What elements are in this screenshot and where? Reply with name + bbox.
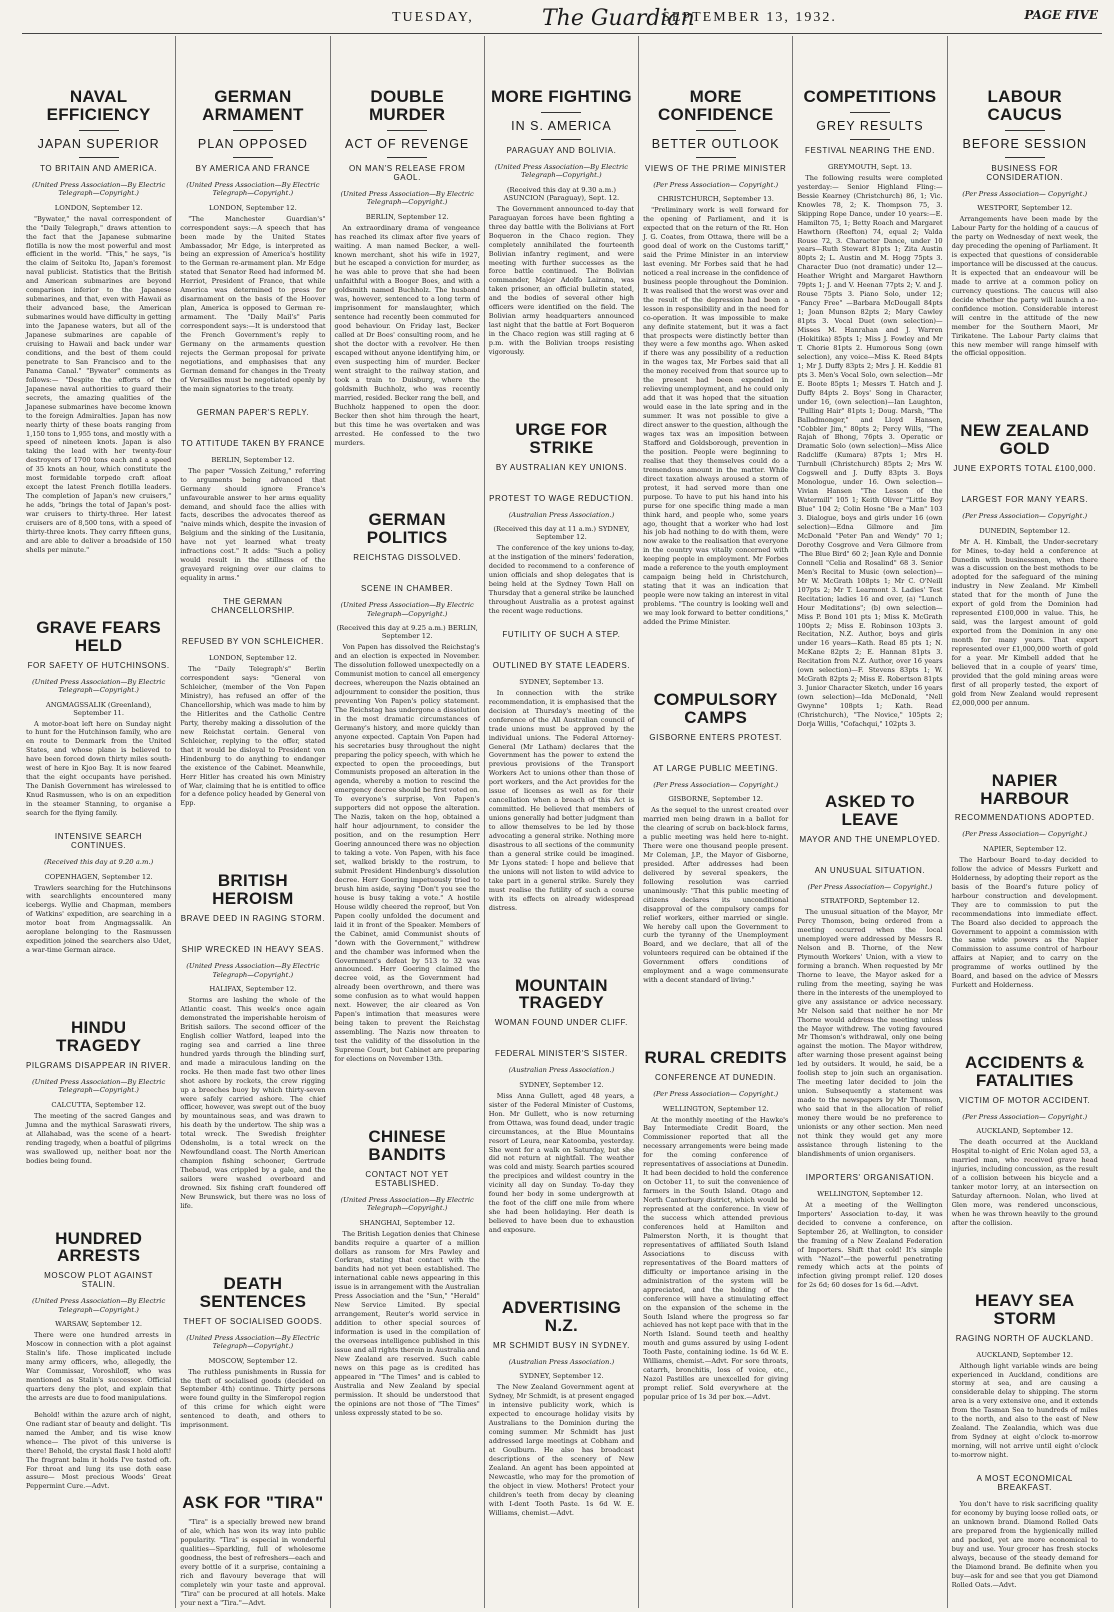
headline: NAVAL EFFICIENCY: [46, 87, 151, 124]
spacer: [489, 357, 634, 365]
story-body: A motor-boat left here on Sunday night to hunt for the Hutchinson family, who are en route to Denmark from the United States, and whose plane is believed to have been forced down thirty miles south-west of here in Kjoo Bay. It is now feared that the eight occupants have perished. The Danish Government has wirelessed to Knud Rasmussen, who is on an expedition in the steamer Stanning, to organise a search for the flying family.: [26, 719, 172, 818]
credit-line: (Received this day at 9.20 a.m.): [44, 858, 154, 867]
credit-line: (United Press Association—By Electric Telegraph—Copyright.): [340, 189, 474, 207]
credit-line: (Per Press Association— Copyright.): [962, 512, 1088, 521]
spacer: [26, 555, 171, 563]
deck: JUNE EXPORTS TOTAL £100,000.: [953, 464, 1097, 474]
headline: BRITISH HEROISM: [212, 871, 294, 909]
dateline: BERLIN, September 12.: [365, 212, 449, 221]
deck: GISBORNE ENTERS PROTEST.: [649, 732, 783, 742]
dateline: DUNEDIN, September 12.: [979, 526, 1071, 535]
deck: RECOMMENDATIONS ADOPTED.: [954, 813, 1095, 823]
divider: [850, 139, 890, 140]
spacer: [335, 1064, 480, 1072]
newspaper-columns: [22, 36, 1102, 1608]
spacer: [489, 1518, 634, 1526]
headline: ADVERTISING N.Z.: [501, 1298, 622, 1335]
dateline: SHANGHAI, September 12.: [359, 1218, 455, 1227]
divider: [233, 130, 273, 131]
credit-line: (Per Press Association— Copyright.): [962, 189, 1088, 198]
spacer: [952, 358, 1098, 366]
story-body: The Harbour Board to-day decided to follow the advice of Messrs Furkett and Holderness, by adopting their report as the basis of the Board's future policy of harbour construction and development. They are to commission to put the recommendations into immediate effect. The Board also decided to approach the Government to appoint a commission with the same wide powers as the Napier Commission to assume control of harbour affairs at Napier, and to carry on the programme of works outlined by the Board, and based on the advice of Messrs Furkett and Holderness.: [951, 855, 1098, 990]
divider: [79, 157, 119, 158]
spacer: [489, 1035, 634, 1043]
spacer: [335, 570, 480, 578]
page-number: PAGE FIVE: [1024, 8, 1098, 22]
spacer: [180, 425, 325, 433]
deck: BUSINESS FOR CONSIDERATION.: [986, 163, 1064, 182]
spacer: [180, 931, 325, 939]
spacer: [180, 583, 325, 591]
column-4: [485, 36, 639, 1608]
divider: [696, 157, 736, 158]
credit-line: (United Press Association—By Electric Telegraph—Copyright.): [494, 162, 629, 180]
credit-line: (United Press Association—By Electric Telegraph—Copyright.): [186, 962, 320, 979]
headline: URGE FOR STRIKE: [515, 420, 608, 457]
subheadline: IN S. AMERICA: [511, 118, 612, 133]
masthead: [22, 4, 1102, 34]
deck: PILGRAMS DISAPPEAR IN RIVER.: [26, 1060, 172, 1070]
deck: AT LARGE PUBLIC MEETING.: [653, 763, 779, 773]
deck: TO ATTITUDE TAKEN BY FRANCE: [181, 438, 325, 448]
credit-line: (Per Press Association— Copyright.): [653, 180, 779, 189]
headline: COMPETITIONS: [803, 87, 937, 106]
headline: MORE CONFIDENCE: [657, 87, 774, 124]
headline: GRAVE FEARS HELD: [36, 617, 162, 655]
story-body: The "Daily Telegraph's" Berlin correspondent says: "General von Schleicher, (member of the Von Papen Ministry), has refused an offer of the Chancellorship, which was made to him by the Hitlerites and the Catholic Centre Party, thereby making a dissolution of the new Reichstat certain. General von Schleicher, replying to the offer, stated that it would be disloyal to President von Hindenburg to do anything to endanger the existence of the Cabinet. Meanwhile, Herr Hitler has created his own Ministry of War, claiming that he is entitled to office for a defence policy headed by General von Epp.: [180, 665, 326, 808]
deck: SCENE IN CHAMBER.: [360, 584, 454, 594]
spacer: [26, 818, 171, 826]
headline: HUNDRED ARRESTS: [55, 1228, 143, 1266]
dateline: BERLIN, September 12.: [211, 455, 295, 464]
dateline: LONDON, September 12.: [54, 203, 143, 212]
dateline: GISBORNE, September 12.: [668, 795, 764, 804]
dateline: MOSCOW, September 12.: [208, 1356, 298, 1365]
spacer: [489, 1235, 634, 1243]
dateline: LONDON, September 12.: [209, 203, 297, 212]
dateline: CHRISTCHURCH, September 13.: [657, 195, 774, 204]
headline: GERMAN POLITICS: [366, 510, 448, 548]
story-body: Behold! within the azure arch of night, One radiant star of beauty and delight. 'Tis named the Amber, and tis wise know whence— The pivot of this universe is there! Behold, the crystal flask I hold aloft! The fragrant balm it holds I've tasted oft. For throat and lung its use doth ease assure— Most precious Woods' Great Peppermint Cure.—Advt.: [26, 1410, 172, 1491]
spacer: [797, 1290, 942, 1298]
spacer: [489, 647, 634, 655]
divider: [233, 157, 273, 158]
column-2: [176, 36, 330, 1608]
subheadline: PLAN OPPOSED: [197, 136, 308, 151]
story-body: "Preliminary work is well forward for the opening of Parliament, and it is expected that on the return of the Rt. Hon J. G. Coates, from Ottawa, there will be a good deal of work on the Customs tariff," said the Prime Minister in an interview last evening. Mr Forbes said that he had noticed a real increase in the confidence of business people throughout the Dominion. It was realised that the worst was over and the result of the depression had been a lesson in responsibility and in the need for co-operation. It was impossible to make any definite statement, but it was a fact that prospects were distinctly better than they were a few months ago. When asked if there was any possibility of a reduction in the wages tax, Mr Forbes said that all the money received from that source up to the present had been expended in relieving unemployment, and he could only add that it was hoped that the situation would ease in the late spring and in the summer. It was not possible to give a direct answer to the question, although the wages tax was an imposition between Stafford and Goldsborough, prevention in the position. People were beginning to realise that they themselves could do a tremendous amount in the matter. While direct taxation always aroused a storm of protest, it had served more than one purpose. To have to put his hand into his purse for one specific thing made a man think hard, and people who, some years ago, thought that a worker who had lost his job had nothing to do with them, were now awake to the realisation that everyone in the country was vitally concerned with keeping people in employment. Mr Forbes made a reference to the youth employment campaign being held in Christchurch, stating that it was an indication that people were now taking an interest in vital problems. "The country is looking well and we may look forward to better conditions," added the Prime Minister.: [643, 206, 789, 627]
spacer: [952, 1460, 1098, 1468]
deck: TO BRITAIN AND AMERICA.: [40, 163, 158, 173]
story-body: The death occurred at the Auckland Hospital to-night of Eric Nolan aged 53, a married man, who received grave head injuries, including concussion, as the result of a collision between his bicycle and a tanker motor lorry, at an intersection on Saturday afternoon. Nolan, who lived at Glen more, was rendered unconscious, when he was thrown heavily to the ground after the collision.: [951, 1138, 1098, 1227]
story-body: Trawlers searching for the Hutchinsons with searchlights encountered many icebergs. Wyllie and Chapman, members of Watkins' expedition, are searching in a motor boat from Angmagssalik. An aeroplane belonging to the Rasmussen expedition joined the searchers also Udet, a war-time German airace.: [26, 883, 172, 955]
deck: MOSCOW PLOT AGAINST STALIN.: [44, 1271, 154, 1290]
spacer: [489, 913, 634, 921]
deck: REFUSED BY VON SCHLEICHER.: [181, 637, 324, 647]
headline: MORE FIGHTING: [491, 87, 632, 106]
deck: BY AUSTRALIAN KEY UNIONS.: [495, 462, 628, 472]
story-body: The conference of the key unions to-day, at the instigation of the miners' federation, decided to recommend to a conference of union officials and shop delegates that is being held at the Sydney Town Hall on Thursday that a general strike be launched throughout Australia as a protest against the recent wage reductions.: [488, 544, 635, 615]
divider: [850, 112, 890, 113]
deck: GERMAN PAPER'S REPLY.: [196, 407, 310, 417]
credit-line: (United Press Association—By Electric Telegraph—Copyright.): [186, 1333, 320, 1351]
deck: FUTILITY OF SUCH A STEP.: [502, 629, 621, 639]
spacer: [643, 750, 788, 758]
spacer: [489, 616, 634, 624]
dateline: STRATFORD, September 12.: [820, 897, 920, 906]
story-body: The ruthless punishments in Russia for the theft of socialised goods (decided on September 4th) continue. Thirty persons were found guilty in the Simferopol region of this crime for which eight were sentenced to death, and others to imprisonment.: [180, 1367, 326, 1430]
spacer: [180, 808, 325, 816]
dateline: WELLINGTON, September 12.: [817, 1189, 923, 1198]
dateline: COPENHAGEN, September 12.: [44, 872, 153, 881]
dateline: LONDON, September 12.: [209, 654, 297, 663]
story-body: Von Papen has dissolved the Reichstag's and an election is expected in November. The dissolution followed unexpectedly on a Communist motion to cancel all emergency decrees, whereupon the Nazis obtained an adjournment to consider the position, thus preventing Von Papen's policy statement. The Reichstag has undergone a dissolution in the most dramatic circumstances of Germany's history, and more quickly than anyone expected. Captain Von Papen had his secretaries busy throughout the night preparing the policy speech, with which he expected to open the proceedings, but Communists proposed an alteration in the agenda, whereby a motion to rescind the emergency decree should be first voted on. To everyone's surprise, Von Papen's supporters did not oppose the alteration. The Nazis, taken on the hop, obtained a half hour adjournment, to consider the position, and on the resumption Herr Goering announced there was no objection to taking a vote. Von Papen, with his face set, walked briskly to the rostrum, to submit President Hindenburg's dissolution decree. Herr Goering impetuously tried to brush him aside, saying "Don't you see the house is busy taking a vote." A hostile House wildly cheered the reproof, but Von Papen coolly unfolded the document and laid it in front of the Speaker. Members of the Cabinet, amid Communist shouts of "down with the Government," withdrew and the chamber was informed when the Government's defeat by 513 to 32 was announced. Herr Goering claimed the decree void, as the Government had already been overthrown, and there was some confusion as to what would happen next. However, the air cleared as Von Papen's intimation that measures were being taken to prevent the Reichstag assembling. The Nazis now threaten to test the validity of the dissolution in the Supreme Court, but Cabinet are preparing for elections on November 13th.: [334, 643, 480, 1063]
spacer: [26, 1491, 171, 1499]
dateline: AUCKLAND, September 12.: [976, 1127, 1074, 1136]
divider: [1005, 157, 1045, 158]
dateline: GREYMOUTH, Sept. 13.: [827, 162, 912, 171]
credit-line: (United Press Association—By Electric Telegraph—Copyright.): [340, 601, 474, 618]
column-1: [22, 36, 176, 1608]
deck: CONTACT NOT YET ESTABLISHED.: [365, 1169, 449, 1188]
deck: BRAVE DEED IN RAGING STORM.: [180, 914, 326, 924]
credit-line: (United Press Association—By Electric Telegraph—Copyright.): [31, 677, 166, 695]
spacer: [952, 481, 1098, 489]
story-body: The New Zealand Government agent at Sydney, Mr Schmidt, is at present engaged in intensive publicity work, which is expected to encourage holiday visits by Australians to the Dominion during the coming summer. Mr Schmidt has just addressed large meetings at Cobham and at Goulburn. He also has broadcast descriptions of the scenery of New Zealand. An agent has been appointed at Newcastle, who may for the promotion of the object in view. Mothers! Protect your children's teeth from decay by cleaning with I-dent Tooth Paste. 1s 6d W. E. Williams, chemist.—Advt.: [488, 1383, 635, 1517]
spacer: [797, 729, 942, 737]
divider: [541, 112, 581, 113]
dateline: (Received this day at 9.25 a.m.) BERLIN, September 12.: [336, 624, 478, 641]
divider: [387, 130, 427, 131]
headline: ACCIDENTS & FATALITIES: [964, 1053, 1085, 1091]
story-body: An extraordinary drama of vengeance has reached its climax after five years of waiting. A man named Becker, a well-known merchant, shot his wife in 1927, but he escaped a conviction for murder, as he was able to prove that she had been unfaithful with a Booger Boes, and with a goldsmith named Buchholz. The husband was, however, sentenced to a long term of imprisonment for manslaughter, which sentence had recently been commuted for good behaviour. On Friday last, Becker called at Dr Boes' consulting room, and he shot the doctor with a revolver. He then escaped without anyone identifying him, or even suspecting him of murder. Becker went straight to the railway station, and took a train to Duisburg, where the goldsmith Buchholz, who was recently married, resided. Becker rang the bell, and Buchholz happened to open the door. Becker then shot him through the heart, but this time he was overtaken and was arrested. He confessed to the two murders.: [334, 223, 480, 447]
deck: AN UNUSUAL SITUATION.: [814, 865, 926, 875]
headline: MOUNTAIN TRAGEDY: [515, 975, 608, 1013]
dateline: (Received this day at 11 a.m.) SYDNEY, September 12.: [493, 525, 630, 542]
deck: PROTEST TO WAGE REDUCTION.: [489, 493, 634, 503]
headline: NAPIER HARBOUR: [980, 770, 1070, 808]
headline: RURAL CREDITS: [644, 1048, 787, 1068]
credit-line: (United Press Association—By Electric Telegraph—Copyright.): [31, 1077, 166, 1095]
story-body: In connection with the strike recommendation, it is emphasised that the decision at Thursday's meeting of the conference of the All Australian council of trade unions must be approved by the individual unions. The Federal Attorney-General (Mr Latham) declares that the Government has the power to extend the previous provisions of the Transport Workers Act to unions other than those of port workers, and the Act provides for the issue of licenses as well as for their cancellation when a breach of this Act is committed. He believed that members of unions generally had better judgment than to allow themselves to be led by those advocating a general strike. Nothing more disastrous to all sections of the community than a general strike could be imagined. Mr Lyons stated: I hope and believe that the unions will not listen to wild advice to take part in a general strike. Surely they must realise the futility of such a course with its effects on already widespread distress.: [488, 688, 635, 912]
subheadline: GREY RESULTS: [816, 118, 924, 133]
headline: HEAVY SEA STORM: [975, 1290, 1075, 1328]
column-6: [793, 36, 947, 1608]
divider: [79, 130, 119, 131]
dateline: WELLINGTON, September 12.: [662, 1104, 769, 1113]
story-body: "Bywater," the naval correspondent of the "Daily Telegraph," draws attention to the fact that the Japanese submarine flotilla is now the most powerful and most efficient in the world. "This," he says, "is the claim of Seitoku Ito, Japan's foremost naval publicist. Statistics that the British and American submarines are beyond comparison inferior to the Japanese submarines, and that, even with Hawaii as their advanced base, the American submarines would have difficulty in getting into the Japanese waters, but all of the Japanese submarines are capable of cruising to Hawaii and back under war conditions, and the best of them could penetrate to San Francisco and to the Panama Canal." "Bywater" comments as follows:— "Despite the efforts of the Japanese naval authorities to guard their secrets, the amazing qualities of the Japanese submarines have become known to the foreign Admiralties. Japan has now nearly thirty of these boats ranging from 1,150 tons to 1,955 tons, and mostly with a speed of nineteen knots. Japan is also taking the lead with her twenty-four destroyers of 1700 tons each and a speed of 35 knots an hour, which constitute the most formidable torpedo craft afloat except the latest French flotilla leaders. The completion of Japan's new cruisers," he adds, "brings the total of Japan's post-war cruisers to thirty-three. Her latest cruisers are of 8,500 tons, with a speed of thirty-three knots. They carry fifteen guns, and are able to deliver a broadside of 150 shells per minute.": [26, 214, 172, 554]
dateline: ANGMAGSSALIK (Greenland), September 11.: [45, 700, 152, 717]
dateline: SYDNEY, September 13.: [519, 677, 604, 686]
spacer: [26, 955, 171, 963]
credit-line: (United Press Association—By Electric Telegraph—Copyright.): [31, 1297, 166, 1314]
divider: [1005, 130, 1045, 131]
spacer: [489, 480, 634, 488]
story-body: As the sequel to the unrest created over married men being drawn in a ballot for the clearing of scrub on back-block farms, a public meeting was held here to-night. There were one thousand people present. Mr Coleman, J.P., the Mayor of Gisborne, presided. After addresses had been delivered by several speakers, the following resolution was carried unanimously: "That this public meeting of citizens declares its unconditional disapproval of the compulsory camps for relief workers, either married or single. We hereby call upon the Government to curb the tyranny of the Unemployment Board, and we declare, that all of the volunteers required can be obtained if the Government offers conditions of employment and a wage commensurate with a decent standard of living.": [643, 806, 789, 985]
deck: ON MAN'S RELEASE FROM GAOL.: [348, 163, 466, 182]
subheadline: BEFORE SESSION: [962, 136, 1087, 151]
spacer: [180, 1211, 325, 1219]
credit-line: (Per Press Association— Copyright.): [962, 1112, 1088, 1121]
story-body: The meeting of the sacred Ganges and Jumna and the mythical Saraswati rivers, at Allahabad, was the scene of a heart-rending tragedy, when a boatful of pilgrims was swallowed up, neither boat nor the bodies being found.: [26, 1111, 172, 1165]
spacer: [335, 447, 480, 455]
deck: MR SCHMIDT BUSY IN SYDNEY.: [492, 1340, 630, 1350]
subheadline: ACT OF REVENGE: [345, 136, 470, 151]
spacer: [180, 1430, 325, 1438]
credit-line: (Australian Press Association.): [508, 510, 615, 519]
masthead-date: SEPTEMBER 13, 1932.: [662, 10, 837, 25]
divider: [387, 157, 427, 158]
deck: INTENSIVE SEARCH CONTINUES.: [54, 832, 143, 851]
deck: THEFT OF SOCIALISED GOODS.: [183, 1316, 323, 1326]
deck: LARGEST FOR MANY YEARS.: [961, 495, 1089, 505]
subheadline: JAPAN SUPERIOR: [37, 136, 160, 151]
deck: FOR SAFETY OF HUTCHINSONS.: [27, 660, 170, 670]
headline: DOUBLE MURDER: [368, 87, 446, 124]
story-body: Storms are lashing the whole of the Atlantic coast. This week's once again demonstrated the imperishable heroism of British sailors. The second officer of the English collier Watford, leaped into the raging sea and carried a line three hundred yards through the blinding surf, and made a miraculous landing on the rocks. He then made fast two other lines shot ashore by rockets, the crew rigging up a breeches buoy by which thirty-seven were safely carried ashore. The chief officer, however, was swept out of the buoy by mountainous seas, and was drawn to his death by the undertow. The ship was a total wreck. The Swedish freighter Odensholm, is a total wreck on the Newfoundland coast. The North American champion fishing schooner, Gertrude Thebaud, was crippled by a gale, and the sailors were washed overboard and drowned. Six fishing craft foundered off New Brunswick, but there was no loss of life.: [180, 996, 326, 1210]
deck: WOMAN FOUND UNDER CLIFF.: [494, 1018, 628, 1028]
deck: FEDERAL MINISTER'S SISTER.: [495, 1049, 628, 1059]
spacer: [26, 1166, 171, 1174]
credit-line: (United Press Association—By Electric Telegraph—Copyright.): [31, 180, 166, 198]
story-body: Arrangements have been made by the Labour Party for the holding of a caucus of the party on Wednesday of next week, the day preceding the opening of Parliament. It is expected that questions of considerable importance will be discussed at the caucus. It is expected that an endeavour will be made to arrive at a common policy on currency questions. The caucus will also decide whether the party will launch a no-confidence motion. Considerable interest will centre in the attitude of the new member for the Southern Maori, Mr Tirikatene. The Labour Party claims that this new member will range himself with the official opposition.: [951, 215, 1098, 358]
deck: FESTIVAL NEARING THE END.: [804, 145, 935, 155]
story-body: There were one hundred arrests in Moscow in connection with a plot against Stalin's life. Those implicated include many army officers, who, allegedly, the War Commissar, Voroshiloff, who was mentioned as Stalin's successor. Official quarters deny the plot, and explain that the arrests are due to food manipulations.: [26, 1331, 172, 1402]
headline: COMPULSORY CAMPS: [653, 689, 778, 727]
story-body: The unusual situation of the Mayor, Mr Percy Thomson, being ordered from a meeting occurred when the local unemployed were addressed by Messrs R. Nelson and B. Thorne, of the New Plymouth Workers' Union, with a view to forming a branch. When requested by Mr Thorne to leave, the Mayor asked for a ruling from the meeting, saying he was there in the interests of the unemployed to give any assistance or advice necessary. Mr Nelson said that neither he nor Mr Thorne would address the meeting unless the Mayor withdrew. The voting favoured Mr Thomson's withdrawal, only one being against the motion. The Mayor withdrew, after warning those present against being led by outsiders. It would, he said, be a foolish step to join such an organisation. The meeting later decided to join the union. Subsequently a statement was made to the newspapers by Mr Thomson, who said that in the allocation of relief money there would be no preference to unionists or any other section. Men need not think they would get any more assistance through listening to the blandishments of union organisers.: [797, 908, 943, 1158]
story-body: At a meeting of the Wellington Importers' Association to-day, it was decided to convene a conference, on September 26, at Wellington, to consider the framing of a New Zealand Federation of Importers. Shift that cold! It's simple with "Nazol"—the powerful penetrating remedy which acts at the points of infection giving prompt relief. 120 doses for 2s 6d; 60 doses for 1s 6d.—Advt.: [797, 1200, 943, 1290]
masthead-day: TUESDAY,: [392, 10, 474, 25]
deck: A MOST ECONOMICAL BREAKFAST.: [976, 1474, 1073, 1493]
headline: LABOUR CAUCUS: [987, 87, 1062, 124]
story-body: Mr A. H. Kimball, the Under-secretary for Mines, to-day held a conference at Dunedin with businessmen, when there was a discussion on the best methods to be adopted for the safeguard of the mining industry in New Zealand. Mr Kimbell stated that for the month of June the export of gold from the Dominion had represented £100,000 in value. This, he said, was the largest amount of gold exported from the Dominion in any one month for many years. That export represented over £1,000,000 worth of gold for a year. Mr Kimbell added that he believed that in a couple of years' time, provided that the gold mining areas were first of all properly tested, the export of gold from New Zealand would represent £2,000,000 per annum.: [951, 537, 1098, 707]
spacer: [797, 1159, 942, 1167]
spacer: [952, 1228, 1098, 1236]
story-body: "Tira" is a specially brewed new brand of ale, which has won its way into public popularity. "Tira" is especial in wonderful qualities—Sparkling, full of wholesome goodness, the best of refreshers—each and every bottle of it a surprise, containing a rich and flavoury beverage that will completely win your taste and approval. "Tira" can be procured at all hotels. Make your next a "Tira."—Advt.: [180, 1518, 326, 1607]
story-body: "The Manchester Guardian's" correspondent says:—A speech that has been made by the United States Ambassador, Mr Edge, is interpreted as being an expression of America's hostility to the German re-armament plan. Mr Edge stated that Senator Reed had informed M. Herriot, President of France, that while America was determined to press for disarmament on the basis of the Hoover plan, America is opposed to German re-armament. The "Daily Mail's" Paris correspondent says:—It is understood that the French Government's reply to Germany on the armaments question rejects the German proposal for private negotiations, and emphasises that any German demand for changes in the Treaty of Versailles must be negotiated openly by the main signatories to the treaty.: [180, 214, 326, 393]
column-3: [331, 36, 485, 1608]
divider: [696, 130, 736, 131]
divider: [541, 139, 581, 140]
dateline: AUCKLAND, September 12.: [976, 1350, 1074, 1359]
deck: MAYOR AND THE UNEMPLOYED.: [799, 834, 941, 844]
dateline: SYDNEY, September 12.: [519, 1080, 604, 1089]
dateline: SYDNEY, September 12.: [519, 1372, 604, 1381]
story-body: Although light variable winds are being experienced in Auckland, conditions are stormy at sea, and are causing a considerable delay to shipping. The storm area is a very extensive one, and it extends from the Tasman Sea to hundreds of miles to the north, and also to the east of New Zealand. The Zealandia, which was due from Sydney at eight o'clock to-morrow morning, will not arrive until eight o'clock to-morrow night.: [951, 1361, 1098, 1460]
story-body: At the monthly meeting of the Hawke's Bay Intermediate Credit Board, the Commissioner reported that all the necessary arrangements were being made for the coming conference of representatives of associations at Dunedin. It had been decided to hold the conference on October 11, to suit the convenience of farmers in the South Island. Otago and North Canterbury district, which would be represented at the conference. In view of the success which attended previous conferences held at Hamilton and Palmerston North, it is thought that representatives of affiliated South Island Associations to discuss with representatives of the Board matters of difficulty or importance arising in the administration of the system will be appreciated, and the holding of the conference will have a stimulating effect on the expansion of the scheme in the South Island where the progress so far achieved has not kept pace with that in the North Island. Sound teeth and healthy mouth and gums assured by using I-odent Tooth Paste, containing iodine. 1s 6d W. E. Williams, chemist.—Advt. For sore throats, catarrh, bronchitis, loss of voice, etc., Nazol Pastilles are unexcelled for giving prompt relief. Sold everywhere at the popular price of 1s 3d per box.—Advt.: [643, 1115, 789, 1402]
spacer: [952, 1590, 1098, 1598]
story-body: Miss Anna Gullett, aged 48 years, a sister of the Federal Minister of Customs, Hon. Mr Gullett, who is now returning from Ottawa, was found dead, under tragic circumstances, at the Blue Mountains resort of Leura, near Katoomba, yesterday. She went for a walk on Saturday, but she did not return at nightfall. The weather was cold and misty. Search parties scoured the precipices and wildest country in the vicinity all day on Sunday. To-day they found her body in some undergrowth at the foot of the cliff one mile from where she had been holidaying. Her death is believed to have been due to exhaustion and exposure.: [488, 1091, 635, 1235]
headline: NEW ZEALAND GOLD: [960, 421, 1090, 459]
column-5: [639, 36, 793, 1608]
subheadline: BETTER OUTLOOK: [651, 136, 780, 151]
story-body: The British Legation denies that Chinese bandits require a quarter of a million dollars as ransom for Mrs Pawley and Corkran, stating that contact with the bandits had not yet been established. The international cable news appearing in this issue is in arrangement with the Australian Press Association and the "Sun," "Herald" New Service Limited. By special arrangement, Reuter's world service in addition to other special sources of information is used in the compilation of the overseas intelligence published in this issue and all rights therein in Australia and New Zealand are reserved. Such cable news on this page as is credited has appeared in "The Times" and is cabled to Australia and New Zealand by special permission. It should be understood that the opinions are not those of "The Times" unless expressly stated to be so.: [334, 1229, 480, 1417]
masthead-title: The Guardian: [542, 6, 695, 31]
story-body: You don't have to risk sacrificing quality for economy by buying loose rolled oats, or an unknown brand. Diamond Rolled Oats are prepared from the hygienically milled and packed, yet are more economical to buy and use. Your grocer has fresh stocks always, because of the steady demand for the Diamond brand. Be definite when you buy—ask for and see that you get Diamond Rolled Oats.—Advt.: [951, 1500, 1098, 1589]
headline: DEATH SENTENCES: [199, 1273, 307, 1311]
spacer: [797, 852, 942, 860]
deck: REICHSTAG DISSOLVED.: [353, 553, 462, 563]
headline: HINDU TRAGEDY: [56, 1018, 142, 1055]
headline: CHINESE BANDITS: [368, 1126, 446, 1164]
dateline: HALIFAX, September 12.: [209, 985, 297, 994]
credit-line: (Australian Press Association.): [508, 1357, 615, 1366]
spacer: [643, 1402, 788, 1410]
deck: PARAGUAY AND BOLIVIA.: [506, 145, 617, 155]
credit-line: (Per Press Association— Copyright.): [962, 830, 1088, 839]
dateline: NAPIER, September 12.: [983, 844, 1067, 853]
credit-line: (Australian Press Association.): [508, 1066, 615, 1075]
deck: BY AMERICA AND FRANCE: [195, 163, 311, 173]
deck: IMPORTERS' ORGANISATION.: [805, 1172, 935, 1182]
spacer: [643, 627, 788, 635]
deck: THE GERMAN CHANCELLORSHIP.: [211, 597, 295, 616]
deck: CONFERENCE AT DUNEDIN.: [655, 1073, 777, 1083]
deck: SHIP WRECKED IN HEAVY SEAS.: [181, 945, 325, 955]
spacer: [643, 985, 788, 993]
credit-line: (United Press Association—By Electric Telegraph—Copyright.): [186, 180, 320, 198]
story-body: The following results were completed yesterday:— Senior Highland Fling:—Bessie Kearney (Christchurch) 86, 1; Vic. Knowles 78, 2; K. Thompson 75, 3. Skipping Rope Dance, under 10 years:—E. Hamilton 75, 1; Betty Roach and Margaret Hawthorn (Reefton) 74, equal 2; Valda Rouse 72, 3. Character Dance, under 10 years—Ruth Stewart 81pts 1; Zita Austin 80pts 2; L. Austin and M. Hogg 75pts 3. Character Duo (not dramatic) under 12—Heather Wright and Margaret Hawthorn 79pts 1; J. and V. Heenan 77pts 2; V. and J. Rouse 75pts 3. Piano Solo, under 12; "Fancy Free" —Barbara McDougall 84pts 1; Joan Munson 82pts 2; Mary Cawley 81pts 3. Vocal Duet (own selection)—Misses M. Hanrahan and J. Warren (Hokitika) 85pts 1; Miss J. Fowley and Mr T. Chorie 81pts 2. Humorous Song (own selection), any voice—Miss K. Reed 84pts 1; Mr J. Duffy 83pts 2; Mrs J. H. Keddie 81 pts 3. Men's Vocal Solo, own selection—Mr E. Boote 85pts 1; Messrs T. Hatch and J. Duffy 84pts 2. Boys' Song in Character, under 16, (own selection)—Ian Laughton, "Pulling Hair" 81pts 1; Doug. Marsh, "The Balladmonger," and Lloyd Hansen, "Cobbler Jim," 80pts 2; Percy Wills, "The Rajah of Bhong, 76pts 3. Operatic or Dramatic Solo (own selection)—Miss Alice Radcliffe (Kumara) 87pts 1; Mrs H. Turnbull (Christchurch) 85pts 2; Mrs W. Cogswell and J. Duffy 83pts 3. Boys Monologue, under 16. Own selection—Vivian Hansen "The Lesson of the Watermill" 105 1; Keith Oliver "Little Boy Blue" 104 2; Colin Hosne "Be a Man" 103 3. Dialogue, boys and girls under 16 (own selection)—Edna Gilmore and Jim McDonald "Peter Pan and Wendy" 70 1; Dorothy Cosgrove and Vera Gilmore from "The Blue Bird" 60 2; Jean Kyle and Donnie Connell "Celia and Rosalind" 68 3. Senior Men's Recital to Music (own selection)—Mr W. McGrath 108pts 1; Mr C. O'Neill 107pts 2; Mr T. Learmont 3. Ladies' Test Recitation; ladies 16 and over, (a) "Lunch Hour Meditations"; (b) own selection—Miss P. Bond 101 pts 1; Miss K. McGrath 100pts 2; Miss E. Robinson 103pts 3. Recitation, N.Z. Author, boys and girls under 16 years—Kath. Read 85 pts 1; N. McKane 82pts 2; E. Hannan 81pts 3. Recitation from N.Z. Author, over 16 years (own selection)—F. Stevens 83pts 1; W. McGrath 82pts 2; Miss E. Robertson 81pts 3. Junior Character Sketch, under 16 years (own selection)—Ida McDonald, "Nell Gwynne" 108pts 1; Kath. Read (Christchurch), "The Novice," 105pts 2; Dorja Willis, "Cofachqui," 102pts 3.: [797, 173, 943, 728]
deck: VIEWS OF THE PRIME MINISTER: [644, 163, 787, 173]
spacer: [952, 708, 1098, 716]
dateline: CALCUTTA, September 12.: [51, 1100, 146, 1109]
spacer: [952, 990, 1098, 998]
headline: ASK FOR "TIRA": [182, 1493, 324, 1513]
credit-line: (Per Press Association— Copyright.): [653, 780, 779, 789]
spacer: [180, 623, 325, 631]
deck: VICTIM OF MOTOR ACCIDENT.: [959, 1095, 1091, 1105]
dateline: WESTPORT, September 12.: [977, 204, 1073, 213]
credit-line: (United Press Association—By Electric Telegraph—Copyright.): [340, 1195, 474, 1213]
spacer: [26, 1403, 171, 1411]
story-body: The paper "Vossich Zeitung," referring to arguments being advanced that Germany should ignore France's unfavourable answer to her arms equality demand, and should face the allies with facts, describes the advocates thereof as "naive minds which, despite the invasion of Belgium and the sinking of the Lusitania, have not yet learned what treaty infractions cost." It adds: "Such a policy would result in the stillness of the graveyard reigning over our claims to equality in arms.": [180, 466, 326, 583]
headline: ASKED TO LEAVE: [824, 791, 915, 829]
deck: OUTLINED BY STATE LEADERS.: [492, 660, 631, 670]
spacer: [180, 394, 325, 402]
spacer: [335, 1418, 480, 1426]
credit-line: (Per Press Association— Copyright.): [807, 882, 933, 891]
story-body: The Government announced to-day that Paraguayan forces have been fighting a three day battle with the Bolivians at Fort Boqueron in the Chaco region. They completely annihilated the fourteenth Bolivian infantry regiment, and were meeting with further successes as the force battle continued. The Bolivian commander, Major Adolfo Lairana, was taken prisoner, an official bulletin stated, and the bodies of several other high officers were identified on the field. The Bolivian army headquarters announced last night that the battle at Fort Boqueron in the Chaco region was still raging at 6 p.m. with the Bolivian troops resisting vigorously.: [488, 204, 635, 357]
deck: RAGING NORTH OF AUCKLAND.: [955, 1333, 1094, 1343]
column-7: [948, 36, 1102, 1608]
dateline: WARSAW, September 12.: [55, 1320, 143, 1329]
credit-line: (Per Press Association— Copyright.): [653, 1090, 779, 1099]
dateline: (Received this day at 9.30 a.m.) ASUNCION (Paraguay), Sept. 12.: [503, 185, 620, 202]
headline: GERMAN ARMAMENT: [202, 87, 304, 124]
